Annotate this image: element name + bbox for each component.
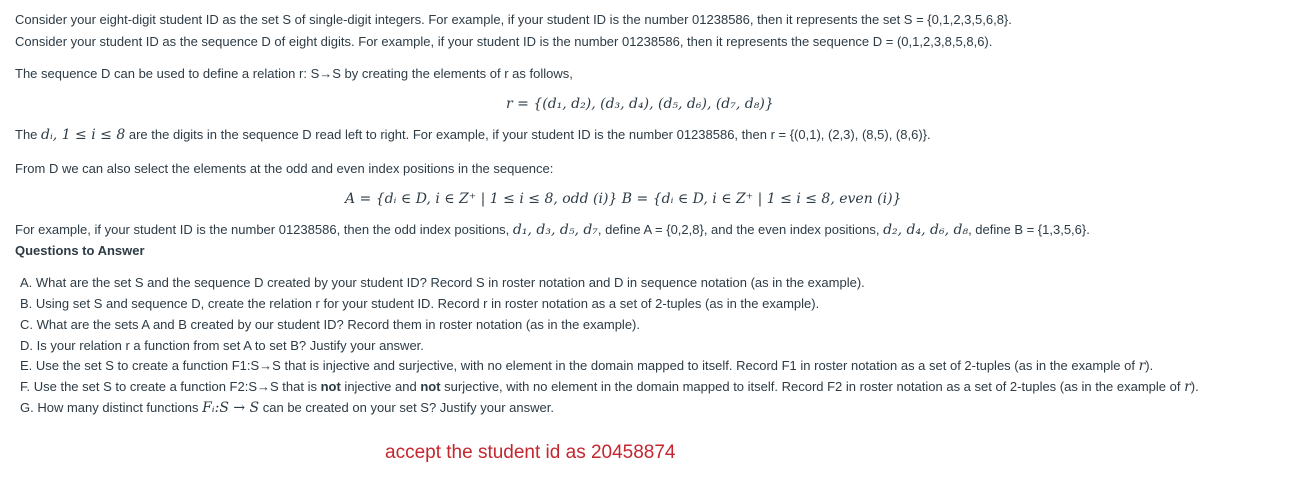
formula-r: r = {(d₁, d₂), (d₃, d₄), (d₅, d₆), (d₇, d₈)}: [506, 96, 774, 112]
digits-description: [15, 127, 931, 143]
question-f-not-2: not: [420, 379, 441, 394]
digits-rest: are the digits in the sequence D read left to right. For example, if your student ID is the number 01238586, then r = {(0,1), (2,3), (8,5), (8,6)}.: [125, 127, 931, 142]
question-f-not-1: not: [320, 379, 341, 394]
formula-a-b: A = {dᵢ ∈ D, i ∈ Z⁺ | 1 ≤ i ≤ 8, odd (i)} B = {dᵢ ∈ D, i ∈ Z⁺ | 1 ≤ i ≤ 8, even (i)}: [345, 191, 902, 207]
select-odd-even: From D we can also select the elements at the odd and even index positions in the sequence:: [15, 161, 554, 176]
question-f-1: F. Use the set S to create a function F2:S→S that is: [20, 379, 321, 394]
digits-prefix: The: [15, 127, 42, 142]
question-g: [20, 400, 554, 416]
question-e-end: ).: [1145, 358, 1154, 373]
even-positions-math: d₂, d₄, d₆, d₈: [883, 222, 969, 238]
intro-sequence-d: Consider your student ID as the sequence D of eight digits. For example, if your student ID is the number 01238586, then it represents the sequence D = (0,1,2,3,8,5,8,6).: [15, 34, 993, 49]
question-c: C. What are the sets A and B created by our student ID? Record them in roster notation (as in the example).: [20, 317, 640, 332]
odd-positions-math: d₁, d₃, d₅, d₇: [512, 222, 598, 238]
example-part2: , define A = {0,2,8}, and the even index positions,: [597, 222, 884, 237]
question-g-1: G. How many distinct functions: [20, 400, 203, 415]
student-id-note: accept the student id as 20458874: [385, 442, 676, 463]
digits-math: dᵢ, 1 ≤ i ≤ 8: [41, 127, 126, 143]
question-e: [20, 358, 1153, 374]
intro-set-s: Consider your eight-digit student ID as the set S of single-digit integers. For example, if your student ID is the number 01238586, then it represents the set S = {0,1,2,3,5,6,8}.: [15, 12, 1012, 27]
questions-heading: Questions to Answer: [15, 243, 145, 258]
question-g-2: can be created on your set S? Justify your answer.: [259, 400, 554, 415]
question-a: A. What are the set S and the sequence D created by your student ID? Record S in roster notation and D in sequence notation (as in the example).: [20, 275, 865, 290]
intro-relation-r: The sequence D can be used to define a relation r: S→S by creating the elements of r as follows,: [15, 66, 573, 81]
question-b: B. Using set S and sequence D, create the relation r for your student ID. Record r in roster notation as a set of 2-tuples (as in the example).: [20, 296, 820, 311]
example-part1: For example, if your student ID is the number 01238586, then the odd index positions,: [15, 222, 513, 237]
example-part3: , define B = {1,3,5,6}.: [968, 222, 1090, 237]
question-f: [20, 379, 1199, 395]
question-e-text: E. Use the set S to create a function F1:S→S that is injective and surjective, with no element in the domain mapped to itself. Record F1 in roster notation as a set of 2-tuples (as in the example of: [20, 358, 1139, 373]
question-f-2: injective and: [340, 379, 421, 394]
question-f-3: surjective, with no element in the domain mapped to itself. Record F2 in roster notation as a set of 2-tuples (as in the example of: [440, 379, 1185, 394]
example-a-b: [15, 222, 1090, 238]
question-e-math: r: [1138, 358, 1146, 374]
question-f-end: ).: [1190, 379, 1199, 394]
question-d: D. Is your relation r a function from set A to set B? Justify your answer.: [20, 338, 424, 353]
question-g-math: Fᵢ:S → S: [202, 400, 260, 416]
question-f-math: r: [1184, 379, 1191, 395]
